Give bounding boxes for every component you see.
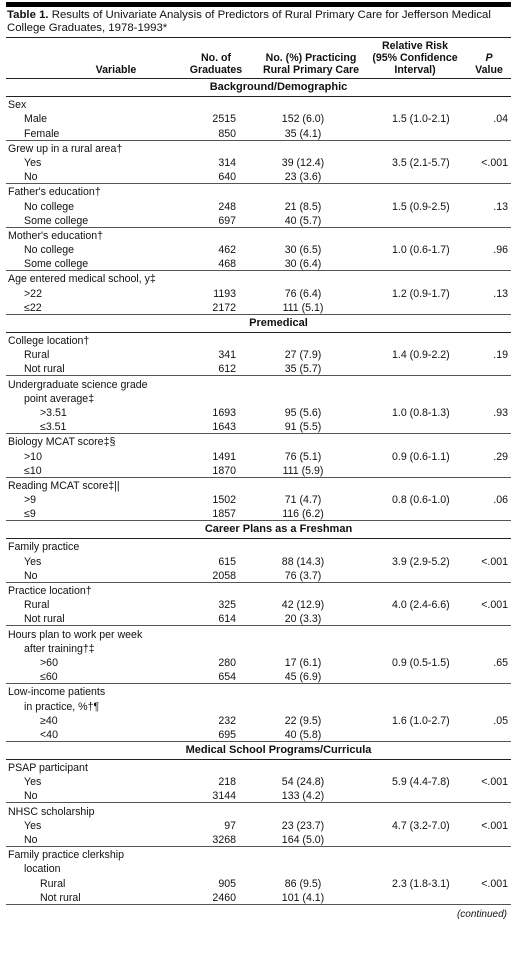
table-row (6, 568, 511, 583)
p-value: .29 (493, 450, 508, 463)
variable-label: Age entered medical school, y‡ (8, 273, 156, 286)
p-value (473, 832, 511, 847)
variable-label: NHSC scholarship (8, 805, 95, 818)
variable-label: point average‡ (24, 392, 95, 405)
relative-risk (358, 256, 473, 271)
category-label: Not rural (6, 890, 168, 905)
category-label: ≥40 (40, 714, 58, 727)
table-row (6, 727, 511, 742)
table-body (6, 79, 511, 905)
graduates-count: 2460 (168, 890, 248, 905)
graduates-count: 695 (168, 727, 248, 742)
table-number: Table 1. (7, 9, 49, 21)
table-row (6, 361, 511, 376)
group-label-row (6, 333, 511, 347)
category-label: Yes (24, 819, 42, 832)
table-row (6, 213, 511, 228)
practicing-count: 86 (9.5) (284, 877, 322, 890)
practicing-count: 111 (5.1) (248, 300, 358, 315)
group-label-row (6, 477, 511, 492)
category-label: Yes (24, 776, 42, 789)
table-row (6, 788, 511, 803)
practicing-count: 133 (4.2) (248, 788, 358, 803)
p-value (473, 669, 511, 684)
graduates-count: 1193 (213, 287, 236, 300)
practicing-count: 21 (8.5) (284, 200, 322, 213)
group-label-row (6, 803, 511, 818)
category-label: Some college (6, 213, 168, 228)
relative-risk: 4.7 (3.2-7.0) (392, 819, 450, 832)
relative-risk (358, 788, 473, 803)
practicing-count: 23 (23.7) (281, 819, 325, 832)
category-label: No (6, 568, 168, 583)
table-row (6, 242, 511, 256)
graduates-count: 218 (218, 776, 236, 789)
category-label: Some college (6, 256, 168, 271)
practicing-count: 45 (6.9) (248, 669, 358, 684)
variable-label: PSAP participant (8, 762, 88, 775)
relative-risk: 3.9 (2.9-5.2) (392, 555, 450, 568)
p-value (473, 611, 511, 626)
table-caption: Results of Univariate Analysis of Predictors of Rural Primary Care for Jefferson Medical College Graduates, 1978-1993* (7, 9, 491, 34)
graduates-count: 1491 (212, 450, 236, 463)
group-label-row (6, 847, 511, 862)
table-row (6, 890, 511, 905)
group-label-row (6, 626, 511, 641)
graduates-count: 615 (218, 555, 236, 568)
category-label: No (6, 169, 168, 184)
graduates-count: 1857 (168, 506, 248, 521)
section-table (6, 760, 511, 905)
relative-risk (358, 361, 473, 376)
graduates-count: 654 (168, 669, 248, 684)
graduates-count: 614 (168, 611, 248, 626)
table-row (6, 774, 511, 788)
variable-label: Sex (8, 99, 27, 112)
graduates-count: 850 (168, 125, 248, 140)
relative-risk: 1.6 (1.0-2.7) (392, 714, 450, 727)
col-variable: Variable (95, 64, 137, 76)
table-row (6, 463, 511, 478)
practicing-count: 30 (6.4) (248, 256, 358, 271)
p-value (473, 256, 511, 271)
relative-risk (358, 890, 473, 905)
section-heading: Premedical (249, 316, 308, 329)
category-label: >22 (24, 287, 42, 300)
col-graduates: No. of Graduates (189, 52, 243, 76)
continued-note: (continued) (456, 908, 507, 920)
practicing-count: 42 (12.9) (281, 599, 325, 612)
table-row (6, 155, 511, 169)
variable-label: Hours plan to work per week (8, 628, 143, 641)
variable-label: Family practice clerkship (8, 849, 124, 862)
graduates-count: 248 (218, 200, 236, 213)
group-label-row (6, 391, 511, 405)
category-label: ≤3.51 (6, 419, 168, 434)
group-label-row (6, 684, 511, 699)
relative-risk (358, 213, 473, 228)
table-row (6, 448, 511, 462)
relative-risk (358, 300, 473, 315)
table-row (6, 655, 511, 669)
table-row (6, 419, 511, 434)
variable-label: College location† (8, 335, 90, 347)
table-row (6, 405, 511, 419)
category-label: No (6, 832, 168, 847)
col-practicing: No. (%) Practicing Rural Primary Care (263, 52, 359, 76)
p-value: .04 (493, 113, 509, 126)
practicing-count: 76 (5.1) (284, 450, 322, 463)
category-label: >3.51 (40, 406, 67, 419)
relative-risk: 0.9 (0.6-1.1) (392, 450, 450, 463)
relative-risk: 4.0 (2.4-6.6) (392, 599, 450, 612)
p-value: <.001 (481, 819, 509, 832)
p-value: .96 (493, 244, 509, 257)
practicing-count: 101 (4.1) (248, 890, 358, 905)
category-label: ≤60 (6, 669, 168, 684)
relative-risk (358, 611, 473, 626)
category-label: Rural (24, 349, 50, 362)
practicing-count: 54 (24.8) (281, 776, 325, 789)
graduates-count: 325 (218, 599, 236, 612)
category-label: Female (6, 125, 168, 140)
table-row (6, 492, 511, 506)
group-label-row (6, 227, 511, 242)
p-value (473, 506, 511, 521)
p-value: .06 (493, 494, 508, 507)
group-label-row (6, 698, 511, 712)
relative-risk: 0.9 (0.5-1.5) (392, 656, 450, 669)
relative-risk (358, 169, 473, 184)
graduates-count: 697 (168, 213, 248, 228)
relative-risk: 0.8 (0.6-1.0) (392, 494, 450, 507)
section-heading: Background/Demographic (209, 81, 348, 93)
practicing-count: 23 (3.6) (248, 169, 358, 184)
practicing-count: 91 (5.5) (248, 419, 358, 434)
p-value (473, 169, 511, 184)
variable-label: location (24, 863, 61, 876)
variable-label: after training†‡ (24, 642, 95, 655)
group-label-row (6, 641, 511, 655)
section-table (6, 333, 511, 521)
p-value (473, 788, 511, 803)
p-value (473, 727, 511, 742)
table-row (6, 300, 511, 315)
group-label-row (6, 184, 511, 199)
table-row (6, 285, 511, 299)
practicing-count: 111 (5.9) (248, 463, 358, 478)
relative-risk (358, 568, 473, 583)
practicing-count: 40 (5.8) (248, 727, 358, 742)
practicing-count: 152 (6.0) (281, 113, 325, 126)
relative-risk: 1.2 (0.9-1.7) (392, 287, 450, 300)
relative-risk (358, 506, 473, 521)
p-value (473, 419, 511, 434)
group-label-row (6, 582, 511, 597)
category-label: >9 (24, 494, 37, 507)
table-row (6, 347, 511, 361)
graduates-count: 341 (218, 349, 236, 362)
relative-risk: 1.5 (0.9-2.5) (392, 200, 450, 213)
graduates-count: 640 (168, 169, 248, 184)
table-row (6, 256, 511, 271)
practicing-count: 88 (14.3) (281, 555, 325, 568)
graduates-count: 612 (168, 361, 248, 376)
group-label-row (6, 434, 511, 449)
category-label: Rural (40, 877, 66, 890)
practicing-count: 20 (3.3) (248, 611, 358, 626)
relative-risk (358, 727, 473, 742)
graduates-count: 1502 (212, 494, 236, 507)
group-label-row (6, 760, 511, 774)
category-label: ≤10 (6, 463, 168, 478)
variable-label: Undergraduate science grade (8, 378, 148, 391)
group-label-row (6, 97, 511, 111)
group-label-row (6, 861, 511, 875)
category-label: Yes (24, 156, 42, 169)
practicing-count: 35 (4.1) (248, 125, 358, 140)
practicing-count: 71 (4.7) (284, 494, 322, 507)
p-value: <.001 (481, 555, 509, 568)
p-value (473, 213, 511, 228)
table-row (6, 506, 511, 521)
table-figure (6, 2, 511, 920)
graduates-count: 232 (218, 714, 236, 727)
variable-label: Family practice (8, 541, 80, 554)
table-title (6, 7, 511, 37)
category-label: >60 (40, 656, 58, 669)
p-value: .05 (493, 714, 509, 727)
graduates-count: 97 (224, 819, 236, 832)
relative-risk (358, 419, 473, 434)
practicing-count: 17 (6.1) (284, 656, 322, 669)
p-value: .19 (493, 349, 508, 362)
graduates-count: 468 (168, 256, 248, 271)
variable-label: in practice, %†¶ (24, 700, 100, 713)
practicing-count: 95 (5.6) (284, 406, 322, 419)
p-value: .65 (493, 656, 509, 669)
variable-label: Biology MCAT score‡§ (8, 436, 116, 449)
table-row (6, 169, 511, 184)
category-label: >10 (24, 450, 42, 463)
relative-risk: 2.3 (1.8-3.1) (392, 877, 450, 890)
table-row (6, 611, 511, 626)
table-row (6, 198, 511, 212)
p-value: .93 (493, 406, 508, 419)
table-row (6, 713, 511, 727)
relative-risk: 1.0 (0.6-1.7) (392, 244, 450, 257)
category-label: Not rural (6, 361, 168, 376)
relative-risk (358, 832, 473, 847)
table-row (6, 818, 511, 832)
group-label-row (6, 539, 511, 553)
graduates-count: 1643 (168, 419, 248, 434)
p-value (473, 890, 511, 905)
table-row (6, 669, 511, 684)
variable-label: Practice location† (8, 585, 92, 597)
table-row (6, 875, 511, 889)
category-label: <40 (6, 727, 168, 742)
practicing-count: 116 (6.2) (248, 506, 358, 521)
group-label-row (6, 271, 511, 286)
col-relative-risk: Relative Risk (95% Confidence Interval) (372, 40, 458, 76)
practicing-count: 39 (12.4) (281, 156, 325, 169)
graduates-count: 905 (218, 877, 236, 890)
group-label-row (6, 376, 511, 391)
category-label: No college (24, 244, 75, 257)
variable-label: Father's education† (8, 186, 101, 199)
column-header (6, 38, 511, 78)
variable-label: Mother's education† (8, 229, 104, 242)
practicing-count: 76 (3.7) (248, 568, 358, 583)
p-value: .13 (493, 287, 509, 300)
category-label: Rural (24, 599, 50, 612)
p-value (473, 300, 511, 315)
graduates-count: 462 (218, 244, 236, 257)
p-value: <.001 (481, 599, 509, 612)
table-row (6, 597, 511, 611)
category-label: No college (24, 200, 75, 213)
table-row (6, 832, 511, 847)
relative-risk: 1.0 (0.8-1.3) (392, 406, 450, 419)
relative-risk (358, 125, 473, 140)
category-label: Male (24, 113, 47, 126)
section-heading: Medical School Programs/Curricula (185, 743, 372, 756)
practicing-count: 27 (7.9) (284, 349, 322, 362)
table-row (6, 111, 511, 125)
table-row (6, 553, 511, 567)
variable-label: Low-income patients (8, 686, 106, 699)
category-label: ≤22 (6, 300, 168, 315)
relative-risk: 5.9 (4.4-7.8) (392, 776, 450, 789)
graduates-count: 2172 (168, 300, 248, 315)
category-label: Not rural (6, 611, 168, 626)
graduates-count: 3144 (168, 788, 248, 803)
relative-risk: 1.4 (0.9-2.2) (392, 349, 450, 362)
relative-risk (358, 669, 473, 684)
table-row (6, 125, 511, 140)
section-heading: Career Plans as a Freshman (204, 523, 353, 536)
variable-label: Grew up in a rural area† (8, 142, 123, 155)
p-value: .13 (493, 200, 509, 213)
graduates-count: 1870 (168, 463, 248, 478)
practicing-count: 164 (5.0) (248, 832, 358, 847)
graduates-count: 280 (218, 656, 236, 669)
p-value: <.001 (481, 877, 509, 890)
category-label: No (6, 788, 168, 803)
graduates-count: 314 (218, 156, 236, 169)
relative-risk: 3.5 (2.1-5.7) (392, 156, 450, 169)
variable-label: Reading MCAT score‡|| (8, 479, 120, 492)
category-label: Yes (24, 555, 42, 568)
section-table (6, 97, 511, 315)
p-value (473, 568, 511, 583)
p-value: <.001 (481, 776, 509, 789)
p-value: <.001 (481, 156, 509, 169)
p-value (473, 361, 511, 376)
graduates-count: 3268 (168, 832, 248, 847)
practicing-count: 30 (6.5) (284, 244, 322, 257)
practicing-count: 40 (5.7) (248, 213, 358, 228)
section-table (6, 539, 511, 742)
graduates-count: 2515 (212, 113, 236, 126)
p-value (473, 125, 511, 140)
practicing-count: 35 (5.7) (248, 361, 358, 376)
graduates-count: 2058 (168, 568, 248, 583)
col-p-value: Value (475, 64, 503, 76)
group-label-row (6, 140, 511, 155)
practicing-count: 76 (6.4) (284, 287, 322, 300)
practicing-count: 22 (9.5) (284, 714, 322, 727)
relative-risk: 1.5 (1.0-2.1) (392, 113, 450, 126)
graduates-count: 1693 (212, 406, 236, 419)
relative-risk (358, 463, 473, 478)
col-p-italic: P (485, 52, 493, 64)
category-label: ≤9 (6, 506, 168, 521)
p-value (473, 463, 511, 478)
